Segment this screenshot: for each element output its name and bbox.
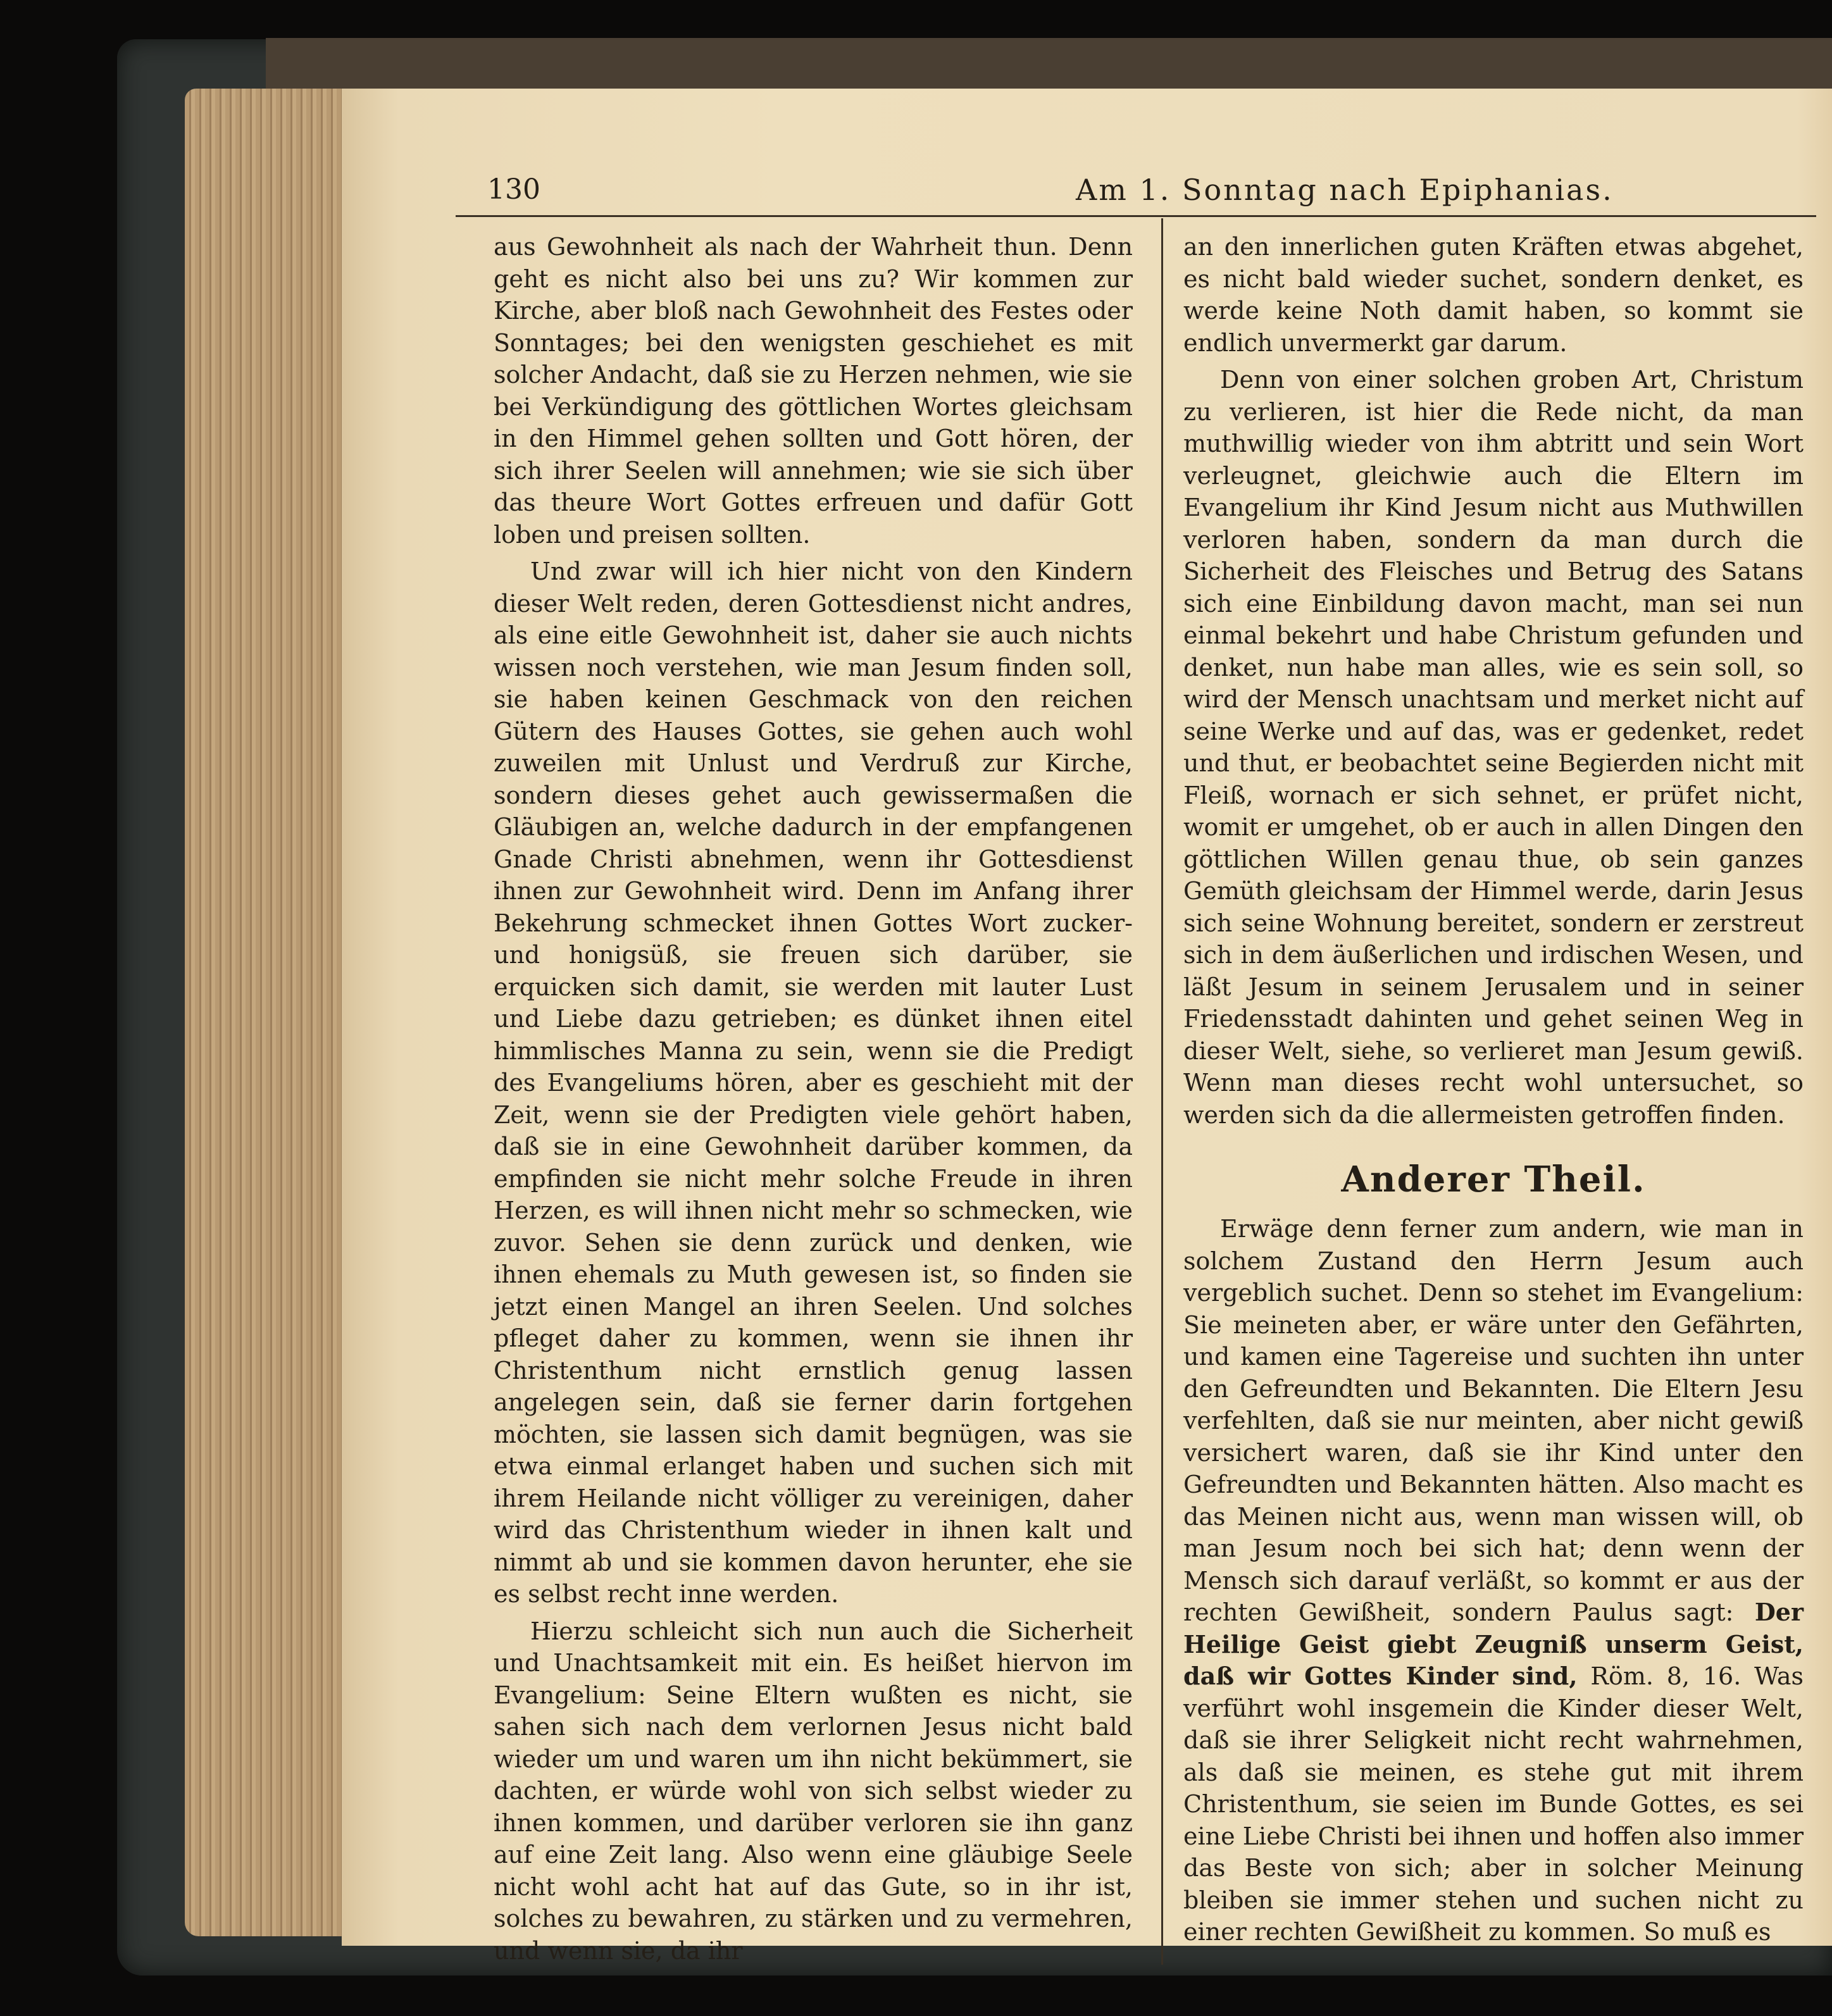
page-edges: [185, 89, 349, 1936]
bold-quotation: Der Heilige Geist giebt Zeugniß unserm Geist, daß wir Gottes Kinder sind,: [1183, 1598, 1804, 1690]
running-title: Am 1. Sonntag nach Epiphanias.: [1076, 173, 1614, 207]
paragraph: [1183, 1213, 1804, 1948]
paragraph: Hierzu schleicht sich nun auch die Sicherheit und Unachtsamkeit mit ein. Es heißet hiervon im Evangelium: Seine Eltern wußten es nicht, sie sahen sich nach dem verlornen Jesus nicht bald wieder um und waren um ihn nicht bekümmert, sie dachten, er würde wohl von sich selbst wieder zu ihnen kommen, und darüber verloren sie ihn ganz auf eine Zeit lang. Also wenn eine gläubige Seele nicht wohl acht hat auf das Gute, so in ihr ist, solches zu bewahren, zu stärken und zu vermehren, und wenn sie, da ihr: [494, 1617, 1133, 1965]
paragraph: an den innerlichen guten Kräften etwas abgehet, es nicht bald wieder suchet, sondern denket, es werde keine Noth damit haben, so kommt sie endlich unvermerkt gar darum.: [1183, 233, 1804, 357]
column-divider: [1161, 218, 1163, 1965]
header-rule: [456, 215, 1816, 217]
book-spine-top: [266, 38, 1832, 89]
section-heading: Anderer Theil.: [1341, 1159, 1646, 1200]
book-page: [342, 89, 1832, 1965]
paragraph: aus Gewohnheit als nach der Wahrheit thun. Denn geht es nicht also bei uns zu? Wir kommen zur Kirche, aber bloß nach Gewohnheit des Festes oder Sonntages; bei den wenigsten geschiehet es mit solcher Andacht, daß sie zu Herzen nehmen, wie sie bei Verkündigung des göttlichen Wortes gleichsam in den Himmel gehen sollten und Gott hören, der sich ihrer Seelen will annehmen; wie sie sich über das theure Wort Gottes erfreuen und dafür Gott loben und preisen sollten.: [494, 233, 1133, 549]
paragraph: Denn von einer solchen groben Art, Christum zu verlieren, ist hier die Rede nicht, da man muthwillig wieder von ihm abtritt und sein Wort verleugnet, gleichwie auch die Eltern im Evangelium ihr Kind Jesum nicht aus Muthwillen verloren haben, sondern da man durch die Sicherheit des Fleisches und Betrug des Satans sich eine Einbildung davon macht, man sei nun einmal bekehrt und habe Christum gefunden und denket, nun habe man alles, wie es sein soll, so wird der Mensch unachtsam und merket nicht auf seine Werke und auf das, was er gedenket, redet und thut, er beobachtet seine Begierden nicht mit Fleiß, wornach er sich sehnet, er prüfet nicht, womit er umgehet, ob er auch in allen Dingen den göttlichen Willen genau thue, ob sein ganzes Gemüth gleichsam der Himmel werde, darin Jesus sich seine Wohnung bereitet, sondern er zerstreut sich in dem äußerlichen und irdischen Wesen, und läßt Jesum in seinem Jerusalem und in seiner Friedensstadt dahinten und gehet seinen Weg in dieser Welt, siehe, so verlieret man Jesum gewiß. Wenn man dieses recht wohl untersuchet, so werden sich da die allermeisten getroffen finden.: [1183, 366, 1804, 1129]
running-head: [487, 168, 1709, 212]
page-number: 130: [487, 173, 540, 206]
right-column: [1183, 231, 1804, 1948]
paragraph-text: Erwäge denn ferner zum andern, wie man in solchem Zustand den Herrn Jesum auch vergeblich suchet. Denn so stehet im Evangelium: Sie meineten aber, er wäre unter den Gefährten, und kamen eine Tagereise und suchten ihn unter den Gefreundten und Bekannten. Die Eltern Jesu verfehlten, daß sie nur meinten, aber nicht gewiß versichert waren, daß sie ihr Kind unter den Gefreundten und Bekannten hätten. Also macht es das Meinen nicht aus, wenn man wissen will, ob man Jesum noch bei sich hat; denn wenn der Mensch sich darauf verläßt, so kommt er aus der rechten Gewißheit, sondern Paulus sagt:: [1183, 1215, 1804, 1626]
paragraph-text: Röm. 8, 16. Was verführt wohl insgemein die Kinder dieser Welt, daß sie ihrer Seligkeit nicht recht wahrnehmen, als daß sie meinen, es stehe gut mit ihrem Christenthum, sie seien im Bunde Gottes, es sei eine Liebe Christi bei ihnen und hoffen also immer das Beste von sich; aber in solcher Meinung bleiben sie immer stehen und suchen nicht zu einer rechten Gewißheit zu kommen. So muß es: [1183, 1662, 1804, 1946]
paragraph: Und zwar will ich hier nicht von den Kindern dieser Welt reden, deren Gottesdienst nicht andres, als eine eitle Gewohnheit ist, daher sie auch nichts wissen noch verstehen, wie man Jesum finden soll, sie haben keinen Geschmack von den reichen Gütern des Hauses Gottes, sie gehen auch wohl zuweilen mit Unlust und Verdruß zur Kirche, sondern dieses gehet auch gewissermaßen die Gläubigen an, welche dadurch in der empfangenen Gnade Christi abnehmen, wenn ihr Gottesdienst ihnen zur Gewohnheit wird. Denn im Anfang ihrer Bekehrung schmecket ihnen Gottes Wort zucker- und honigsüß, sie freuen sich darüber, sie erquicken sich damit, sie werden mit lauter Lust und Liebe dazu getrieben; es dünket ihnen eitel himmlisches Manna zu sein, wenn sie die Predigt des Evangeliums hören, aber es geschieht mit der Zeit, wenn sie der Predigten viele gehört haben, daß sie in eine Gewohnheit darüber kommen, da empfinden sie nicht mehr solche Freude in ihren Herzen, es will ihnen nicht mehr so schmecken, wie zuvor. Sehen sie denn zurück und denken, wie ihnen ehemals zu Muth gewesen ist, so finden sie jetzt einen Mangel an ihren Seelen. Und solches pfleget daher zu kommen, wenn sie ihnen ihr Christenthum nicht ernstlich genug lassen angelegen sein, daß sie ferner darin fortgehen möchten, sie lassen sich damit begnügen, was sie etwa einmal erlanget haben und suchen sich mit ihrem Heilande nicht völliger zu vereinigen, daher wird das Christenthum wieder in ihnen kalt und nimmt ab und sie kommen davon herunter, ehe sie es selbst recht inne werden.: [494, 557, 1133, 1608]
left-column: [494, 231, 1133, 1967]
